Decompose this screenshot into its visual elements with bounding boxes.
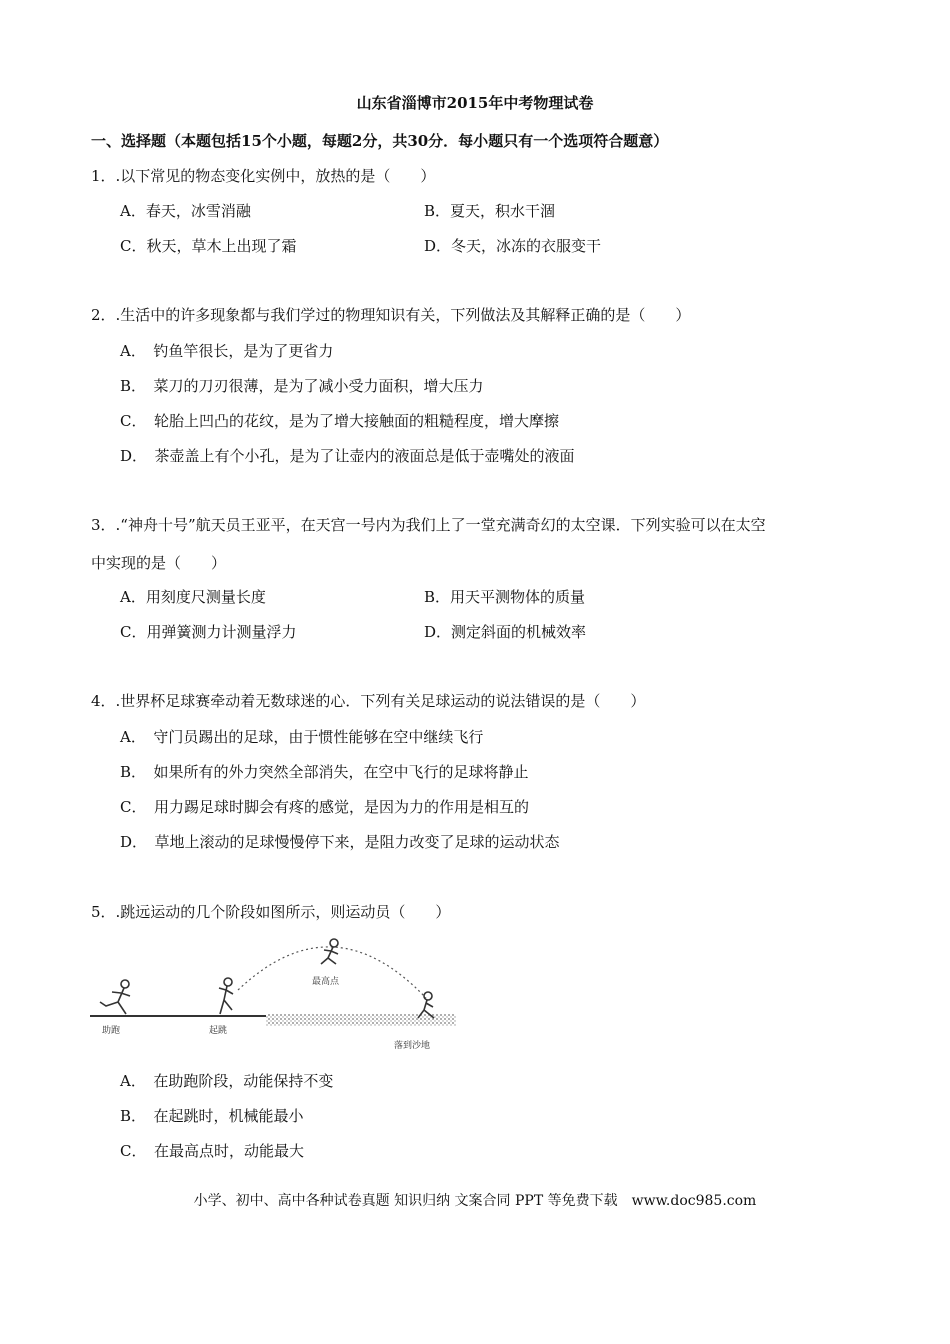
- question-5-option-b: B． 在起跳时，机械能最小: [120, 1107, 304, 1125]
- highest-point-figure: [321, 939, 338, 964]
- question-5-option-c: C． 在最高点时，动能最大: [120, 1142, 304, 1160]
- label-takeoff: 起跳: [209, 1026, 228, 1036]
- question-3-option-d: D．测定斜面的机械效率: [424, 623, 587, 641]
- question-1-option-d: D．冬天，冰冻的衣服变干: [424, 237, 602, 255]
- question-4-option-a: A． 守门员踢出的足球，由于惯性能够在空中继续飞行: [120, 728, 484, 746]
- sand-pit: [266, 1014, 456, 1026]
- question-3-stem-line-2: 中实现的是（ ）: [91, 554, 227, 572]
- question-4-option-d: D． 草地上滚动的足球慢慢停下来，是阻力改变了足球的运动状态: [120, 833, 560, 851]
- page-title: 山东省淄博市2015年中考物理试卷: [356, 94, 594, 112]
- question-2-stem: 2．.生活中的许多现象都与我们学过的物理知识有关，下列做法及其解释正确的是（ ）: [91, 306, 691, 324]
- question-1-option-c: C．秋天，草木上出现了霜: [120, 237, 297, 255]
- question-4-option-c: C． 用力踢足球时脚会有疼的感觉，是因为力的作用是相互的: [120, 798, 529, 816]
- question-5-stem: 5．.跳远运动的几个阶段如图所示，则运动员（ ）: [91, 903, 451, 921]
- question-2-option-c: C． 轮胎上凹凸的花纹，是为了增大接触面的粗糙程度，增大摩擦: [120, 412, 559, 430]
- question-4-option-b: B． 如果所有的外力突然全部消失，在空中飞行的足球将静止: [120, 763, 529, 781]
- long-jump-figure: [88, 930, 468, 1060]
- question-3-option-a: A．用刻度尺测量长度: [120, 588, 266, 606]
- question-2-option-a: A． 钓鱼竿很长，是为了更省力: [120, 342, 334, 360]
- section-heading: 一、选择题（本题包括15个小题，每题2分，共30分．每小题只有一个选项符合题意）: [91, 132, 669, 150]
- question-2-option-b: B． 菜刀的刀刃很薄，是为了减小受力面积，增大压力: [120, 377, 484, 395]
- question-4-stem: 4．.世界杯足球赛牵动着无数球迷的心．下列有关足球运动的说法错误的是（ ）: [91, 692, 646, 710]
- question-5-option-a: A． 在助跑阶段，动能保持不变: [120, 1072, 334, 1090]
- question-2-option-d: D． 茶壶盖上有个小孔，是为了让壶内的液面总是低于壶嘴处的液面: [120, 447, 575, 465]
- label-highest-point: 最高点: [312, 977, 340, 987]
- runner-figure: [100, 980, 130, 1014]
- label-run-up: 助跑: [102, 1026, 121, 1036]
- question-1-option-a: A．春天，冰雪消融: [120, 202, 251, 220]
- question-3-option-b: B．用天平测物体的质量: [424, 588, 586, 606]
- footer-text: 小学、初中、高中各种试卷真题 知识归纳 文案合同 PPT 等免费下载 www.doc985.com: [193, 1193, 757, 1209]
- takeoff-figure: [219, 978, 233, 1014]
- question-3-stem-line-1: 3．.“神舟十号”航天员王亚平，在天宫一号内为我们上了一堂充满奇幻的太空课．下列实验可以在太空: [91, 516, 766, 534]
- question-3-option-c: C．用弹簧测力计测量浮力: [120, 623, 297, 641]
- jump-trajectory: [238, 947, 426, 998]
- question-1-stem: 1．.以下常见的物态变化实例中，放热的是（ ）: [91, 167, 436, 185]
- label-landing: 落到沙地: [394, 1041, 431, 1051]
- question-1-option-b: B．夏天，积水干涸: [424, 202, 556, 220]
